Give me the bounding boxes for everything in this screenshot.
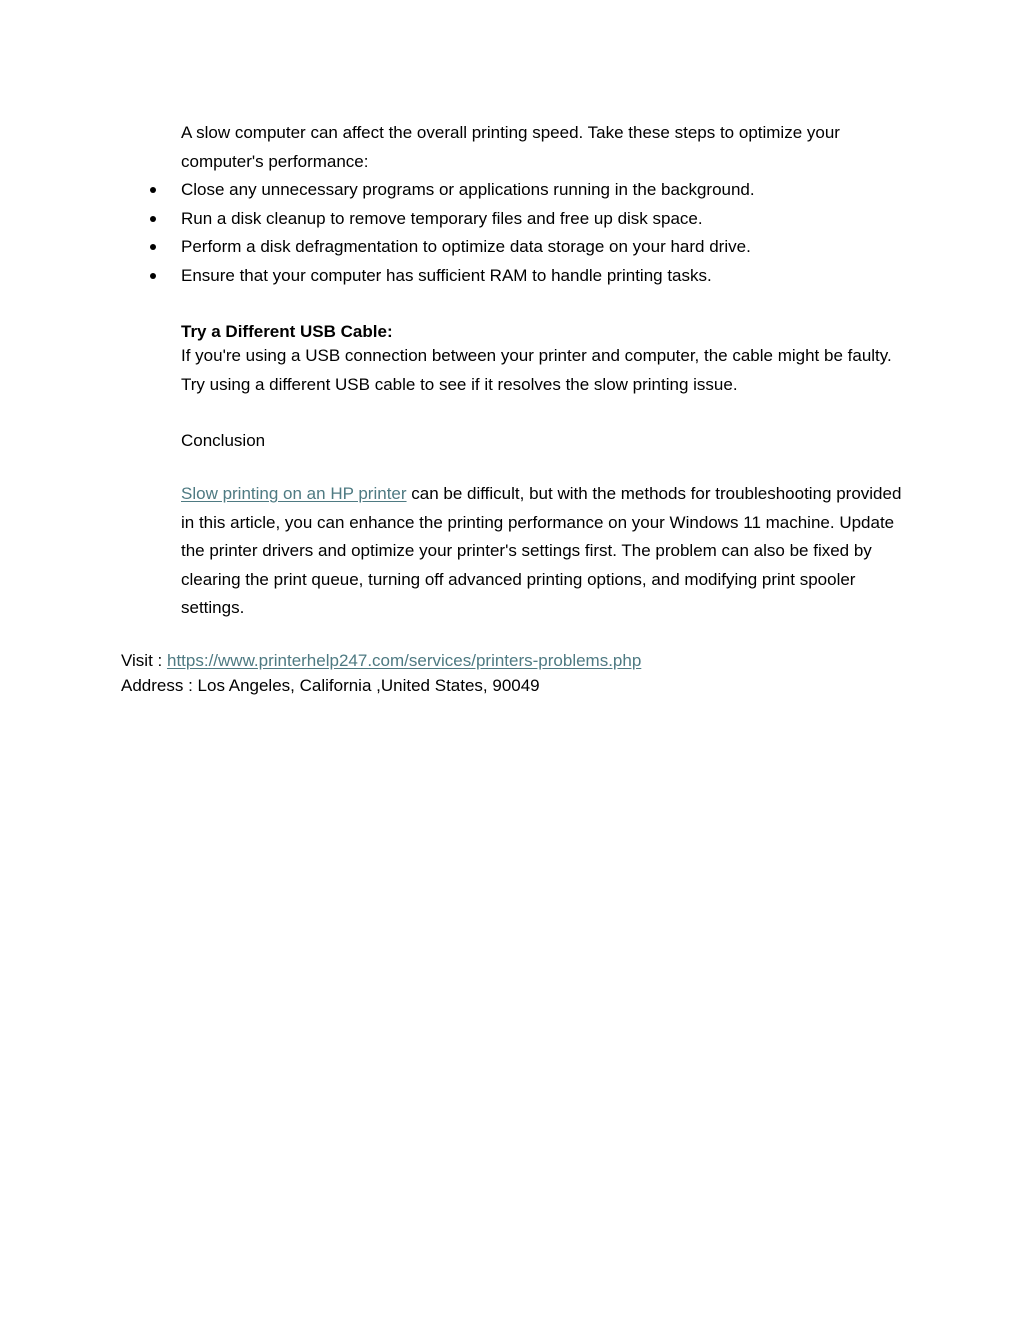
visit-label: Visit : [121,651,167,670]
list-item-text: Perform a disk defragmentation to optimize data storage on your hard drive. [181,237,751,256]
intro-paragraph: A slow computer can affect the overall printing speed. Take these steps to optimize your computer's performance: [181,123,840,171]
address-line: Address : Los Angeles, California ,United States, 90049 [121,676,540,695]
list-item [0,176,1024,205]
list-item [0,262,1024,291]
list-item-text: Close any unnecessary programs or applications running in the background. [181,180,755,199]
slow-printing-link[interactable]: Slow printing on an HP printer [181,484,407,503]
list-item-text: Run a disk cleanup to remove temporary files and free up disk space. [181,208,703,228]
conclusion-heading: Conclusion [181,431,266,450]
website-link[interactable]: https://www.printerhelp247.com/services/printers-problems.php [166,651,642,670]
visit-line [121,648,921,673]
list-item [0,233,1024,262]
conclusion-paragraph [181,480,911,623]
bullet-icon [150,273,156,279]
usb-section-heading: Try a Different USB Cable: [181,322,393,341]
bullet-icon [150,244,156,250]
optimization-steps-list [0,176,1024,290]
usb-section-body: If you're using a USB connection between your printer and computer, the cable might be faulty. Try using a different USB cable to see if it resolves the slow printing issue. [181,346,892,394]
list-item [0,205,1024,234]
bullet-icon [150,187,156,193]
list-item-text: Ensure that your computer has sufficient RAM to handle printing tasks. [181,265,712,285]
conclusion-body-text: can be difficult, but with the methods for troubleshooting provided in this article, you can enhance the printing performance on your Windows 11 machine. Update the printer drivers and optimize your printer's settings first. The problem can also be fixed by clearing the print queue, turning off advanced printing options, and modifying print spooler settings. [181,484,902,617]
bullet-icon [150,216,156,222]
